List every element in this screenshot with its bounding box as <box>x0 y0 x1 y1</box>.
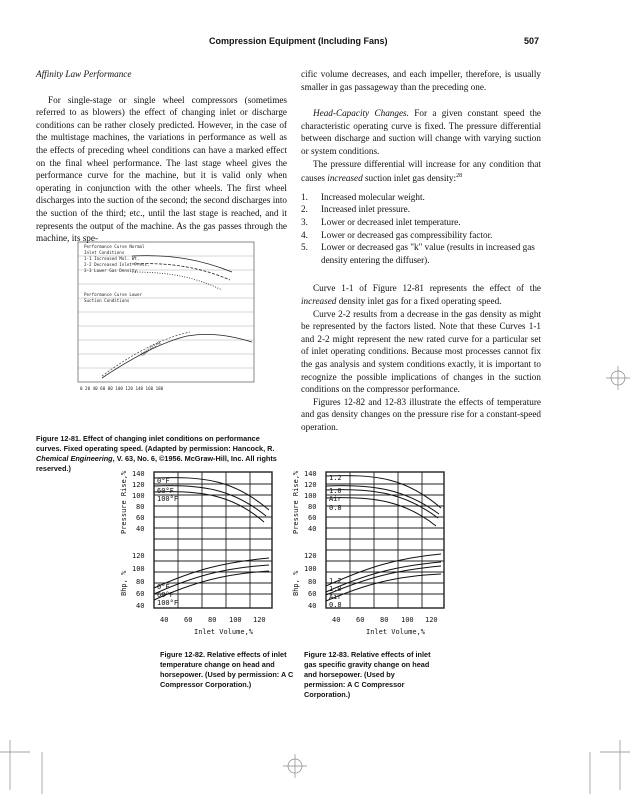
fig83-ytick-top: 40 <box>308 525 317 533</box>
svg-text:Performance Curve Lower: Performance Curve Lower <box>84 292 142 297</box>
fig83-label-bottom: 1.2 <box>329 577 342 585</box>
list-item-text: Lower or decreased gas "k" value (results in increased gas density entering the diffuser). <box>321 242 535 265</box>
list-item-text: Increased inlet pressure. <box>321 204 411 215</box>
right-continuation: cific volume decreases, and each impeller, therefore, is usually smaller in gas passageway than the preceding one. <box>301 69 541 92</box>
fig82-ytick-bottom: 120 <box>132 552 145 560</box>
fig82-label-bottom: 60°F <box>157 591 174 599</box>
fig82-ytick-top: 120 <box>132 481 145 489</box>
list-item-number: 4. <box>301 229 308 240</box>
fig83-ytick-bottom: 60 <box>308 590 317 598</box>
list-item-number: 2. <box>301 204 308 215</box>
figure-12-82-chart <box>120 470 284 640</box>
curve-2-2-paragraph: Curve 2-2 results from a decrease in the gas density as might be represented by the factors listed. Note that these Curves 1-1 and 2-2 might represent the new rated curve for a particular set of inlet operating conditions. Because most processes cannot fix the gas analysis and system conditions exactly, it is important to recognize the possible implications of changes in the suction conditions on the compressor performance. <box>301 308 541 395</box>
pressure-intro-em: increased <box>327 173 363 184</box>
fig82-ytick-top: 40 <box>136 525 145 533</box>
fig83-label-top: 1.0 <box>329 487 342 495</box>
fig83-ylabel-top: Pressure Rise,% <box>292 470 300 534</box>
fig82-label-bottom: 0°F <box>157 583 170 591</box>
svg-text:Suction Conditions: Suction Conditions <box>84 298 130 303</box>
fig83-xtick: 80 <box>380 616 389 624</box>
page-number: 507 <box>524 36 540 46</box>
fig82-ytick-top: 80 <box>136 503 145 511</box>
fig82-xlabel: Inlet Volume,% <box>194 628 254 636</box>
svg-text:2-2 Decreased Inlet Press.: 2-2 Decreased Inlet Press. <box>84 262 150 267</box>
fig83-ytick-bottom: 80 <box>308 578 317 586</box>
fig83-ytick-bottom: 40 <box>308 602 317 610</box>
registration-mark <box>606 366 630 390</box>
fig82-ytick-top: 100 <box>132 492 145 500</box>
fig83-label-top: 0.8 <box>329 504 342 512</box>
fig83-label-bottom: 1.0 <box>329 585 342 593</box>
running-header-title: Compression Equipment (Including Fans) <box>209 36 388 46</box>
left-column <box>36 68 287 245</box>
fig82-label-top: 60°F <box>157 487 174 495</box>
svg-text:Inlet Conditions: Inlet Conditions <box>84 250 125 255</box>
fig82-ytick-bottom: 100 <box>132 565 145 573</box>
fig83-ytick-top: 140 <box>304 470 317 478</box>
right-column <box>301 68 541 434</box>
fig83-ytick-top: 100 <box>304 492 317 500</box>
fig83-ytick-top: 80 <box>308 503 317 511</box>
fig83-label-bottom: Air <box>329 593 342 601</box>
list-item-text: Lower or decreased gas compressibility factor. <box>321 229 493 240</box>
fig82-xtick: 100 <box>229 616 242 624</box>
svg-text:1-1 Increased Mol. Wt.: 1-1 Increased Mol. Wt. <box>84 256 140 261</box>
fig83-xtick: 100 <box>401 616 414 624</box>
figures-paragraph: Figures 12-82 and 12-83 illustrate the effects of temperature and gas density changes on the pressure rise for a constant-speed operation. <box>301 396 541 432</box>
fig82-ylabel-top: Pressure Rise,% <box>120 470 128 534</box>
fig83-bhp-air <box>326 566 441 595</box>
caption-a: Figure 12-81. Effect of changing inlet conditions on performance curves. Fixed operating speed. (Adapted by permission: Hancock, R. <box>36 434 275 453</box>
fig82-ytick-top: 140 <box>132 470 145 478</box>
list-item-number: 5. <box>301 242 308 253</box>
figure-12-81-caption <box>36 434 286 474</box>
head-capacity-paragraph <box>301 107 541 157</box>
head-capacity-text: For a given constant speed the characteristic operating curve is fixed. The pressure differential between discharge and suction will change with varying suction or system conditions. <box>301 108 542 156</box>
fig83-label-top: 1.2 <box>329 474 342 482</box>
fig82-ytick-bottom: 60 <box>136 590 145 598</box>
fig83-ytick-bottom: 100 <box>304 565 317 573</box>
fig82-xtick: 120 <box>253 616 266 624</box>
fig82-label-bottom: 100°F <box>157 599 179 607</box>
fig82-xtick: 80 <box>208 616 217 624</box>
section-title-head-capacity: Head-Capacity Changes. <box>313 108 409 119</box>
fig82-ytick-bottom: 40 <box>136 602 145 610</box>
fig83-xlabel: Inlet Volume,% <box>366 628 426 636</box>
fig82-ytick-top: 60 <box>136 514 145 522</box>
figure-12-81-plot <box>62 238 262 418</box>
pressure-intro-a: The pressure differential will increase for any condition that causes <box>301 158 541 184</box>
fig83-curve-1-2 <box>326 476 441 508</box>
list-item <box>301 229 541 242</box>
svg-text:3-3 Lower Gas Density: 3-3 Lower Gas Density <box>84 268 137 273</box>
section-title-affinity: Affinity Law Performance <box>36 69 132 79</box>
list-item-number: 1. <box>301 191 308 202</box>
curve-1-1-paragraph <box>301 282 541 307</box>
running-header <box>0 36 630 52</box>
fig82-ytick-bottom: 80 <box>136 578 145 586</box>
figure-12-82-caption: Figure 12-82. Relative effects of inlet temperature change on head and horsepower. (Used by permission: A C Compressor Corporation.) <box>160 650 294 689</box>
pressure-intro <box>301 158 541 185</box>
fig82-xtick: 60 <box>184 616 193 624</box>
list-item-text: Increased molecular weight. <box>321 191 425 202</box>
fig83-xtick: 120 <box>425 616 438 624</box>
crop-marks <box>0 730 630 800</box>
fig83-ylabel-bottom: Bhp, % <box>292 570 300 596</box>
svg-text:0 20 40 60 80 100 120 140 160: 0 20 40 60 80 100 120 140 160 180 <box>80 386 164 391</box>
fig82-xtick: 40 <box>160 616 169 624</box>
para2-em: increased <box>301 295 337 306</box>
fig83-ytick-bottom: 120 <box>304 552 317 560</box>
fig83-label-bottom: 0.8 <box>329 601 342 609</box>
pressure-intro-b: suction inlet gas density: <box>362 173 457 184</box>
para2-b: density inlet gas for a fixed operating speed. <box>336 295 502 306</box>
fig83-label-top: Air <box>329 495 342 503</box>
fig83-xtick: 60 <box>356 616 365 624</box>
footnote-ref: 28 <box>456 173 463 180</box>
fig82-label-top: 100°F <box>157 495 179 503</box>
fig82-label-top: 0°F <box>157 477 170 485</box>
figure-12-83-chart <box>292 470 456 640</box>
svg-text:Operating: Operating <box>139 339 162 357</box>
list-item-text: Lower or decreased inlet temperature. <box>321 217 461 227</box>
list-item-number: 3. <box>301 217 308 227</box>
fig82-ylabel-bottom: Bhp, % <box>120 570 128 596</box>
fig83-xtick: 40 <box>332 616 341 624</box>
list-item <box>301 203 541 216</box>
para2-a: Curve 1-1 of Figure 12-81 represents the effect of the <box>313 283 541 294</box>
list-item <box>301 216 541 229</box>
left-column-paragraph: For single-stage or single wheel compressors (sometimes referred to as blowers) the effect of changing inlet or discharge conditions can be rather closely predicted. However, in the case of the multistage machines, the variations in performance as well as the effects of preceding wheel conditions can have a marked effect on the final wheel performance. The last stage wheel gives the performance curve for the machine, but it is valid only when operating in conjunction with the other wheels. The first wheel discharges into the suction of the second; the second discharges into the suction of the third; etc., until the last stage is reached, and it represents the output of the machine. As the gas passes through the machine, its spe- <box>36 94 287 244</box>
density-conditions-list <box>301 191 541 267</box>
list-item <box>301 241 541 266</box>
fig83-ytick-top: 60 <box>308 514 317 522</box>
list-item <box>301 191 541 204</box>
caption-journal: Chemical Engineering <box>36 454 113 463</box>
svg-text:Performance Curve Normal: Performance Curve Normal <box>84 244 145 249</box>
figure-12-83-caption: Figure 12-83. Relative effects of inlet gas specific gravity change on head and horsepower. (Used by permission: A C Compressor Corporation.) <box>304 650 431 699</box>
fig83-ytick-top: 120 <box>304 481 317 489</box>
caption-b: , V. 63, No. 6, ©1956. McGraw-Hill, Inc. All rights reserved.) <box>36 454 277 473</box>
